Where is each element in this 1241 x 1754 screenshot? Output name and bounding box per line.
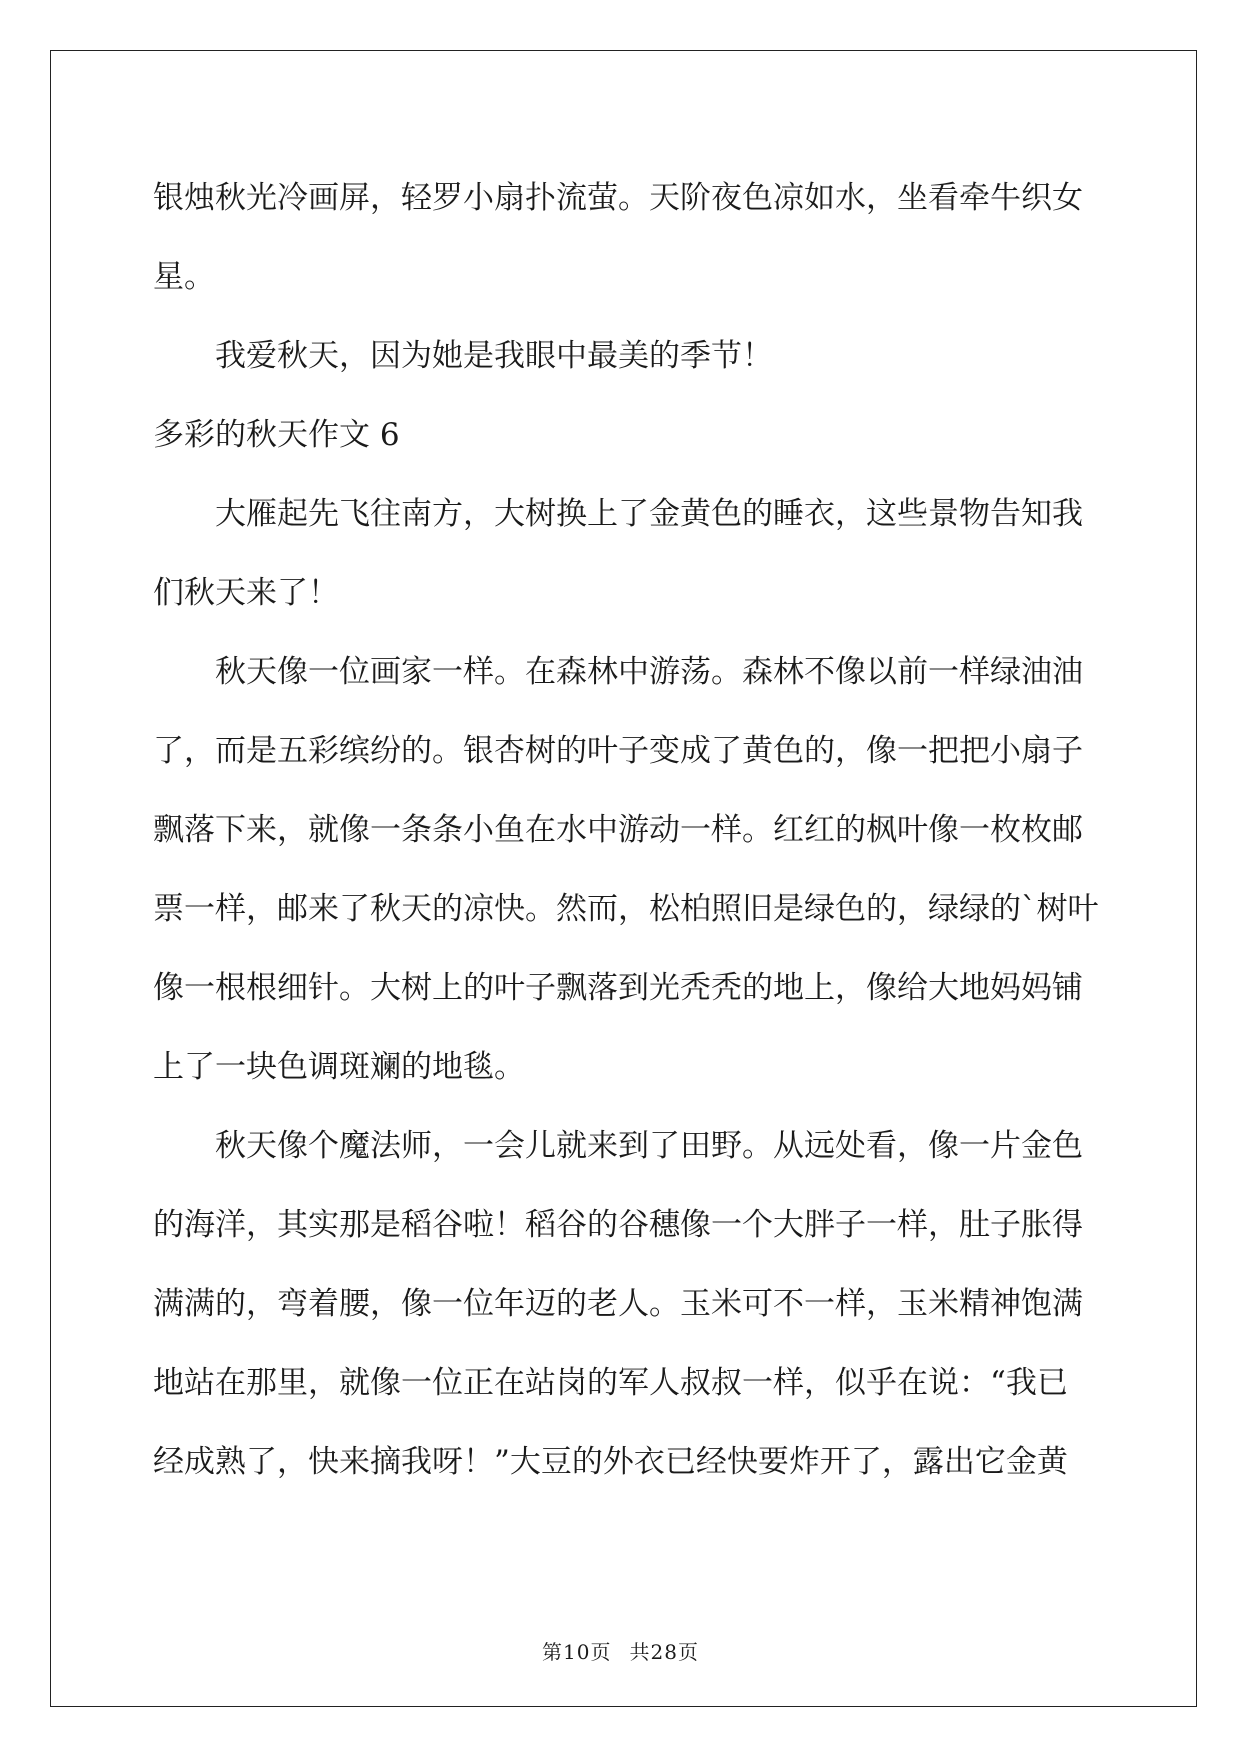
text-line: 星。	[153, 259, 215, 295]
text-line: 银烛秋光冷画屏，轻罗小扇扑流萤。天阶夜色凉如水，坐看牵牛织女	[153, 180, 1083, 216]
text-line: 了，而是五彩缤纷的。银杏树的叶子变成了黄色的，像一把把小扇子	[153, 733, 1083, 769]
text-line: 上了一块色调斑斓的地毯。	[153, 1049, 525, 1085]
page-number: 第10页	[542, 1640, 612, 1664]
text-line: 像一根根细针。大树上的叶子飘落到光秃秃的地上，像给大地妈妈铺	[153, 970, 1083, 1006]
text-line: 秋天像个魔法师，一会儿就来到了田野。从远处看，像一片金色	[153, 1128, 1083, 1164]
text-line: 大雁起先飞往南方，大树换上了金黄色的睡衣，这些景物告知我	[153, 496, 1083, 532]
text-line: 经成熟了，快来摘我呀！”大豆的外衣已经快要炸开了，露出它金黄	[153, 1444, 1068, 1480]
text-line: 票一样，邮来了秋天的凉快。然而，松柏照旧是绿色的，绿绿的`树叶	[153, 891, 1099, 927]
page-total: 共28页	[629, 1640, 699, 1664]
page-footer	[0, 1636, 1241, 1665]
text-line: 的海洋，其实那是稻谷啦！稻谷的谷穗像一个大胖子一样，肚子胀得	[153, 1207, 1083, 1243]
text-line: 我爱秋天，因为她是我眼中最美的季节！	[153, 338, 773, 374]
text-line: 飘落下来，就像一条条小鱼在水中游动一样。红红的枫叶像一枚枚邮	[153, 812, 1083, 848]
text-line: 地站在那里，就像一位正在站岗的军人叔叔一样，似乎在说：“我已	[153, 1365, 1068, 1401]
document-body	[153, 160, 1099, 1503]
text-line: 秋天像一位画家一样。在森林中游荡。森林不像以前一样绿油油	[153, 654, 1083, 690]
text-line: 们秋天来了！	[153, 575, 339, 611]
section-heading: 多彩的秋天作文 6	[153, 417, 400, 453]
text-line: 满满的，弯着腰，像一位年迈的老人。玉米可不一样，玉米精神饱满	[153, 1286, 1083, 1322]
